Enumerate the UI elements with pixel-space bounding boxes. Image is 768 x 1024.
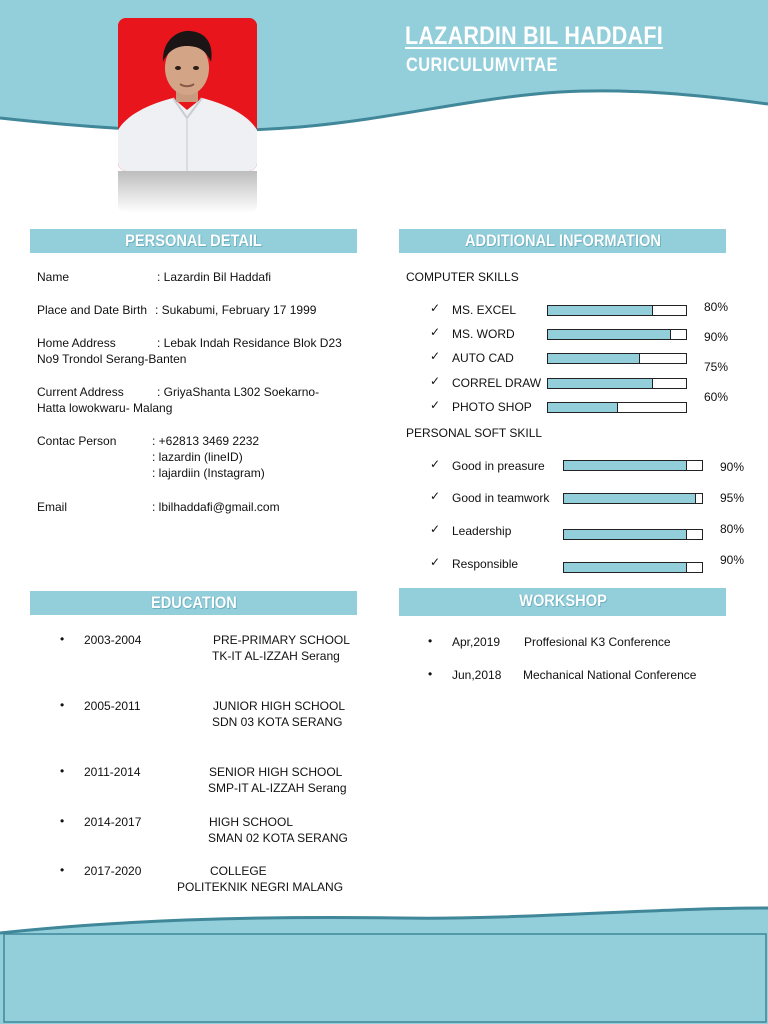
resume-subtitle: CURICULUMVITAE xyxy=(406,55,558,76)
contact-phone: : +62813 3469 2232 xyxy=(152,434,260,448)
computer-skill-bar xyxy=(547,353,687,364)
bullet-icon: • xyxy=(60,814,65,828)
person-avatar-icon xyxy=(118,18,257,171)
education-school: SMAN 02 KOTA SERANG xyxy=(208,831,348,845)
soft-skill-label: Good in teamwork xyxy=(452,491,550,505)
section-workshop: WORKSHOP xyxy=(399,588,726,616)
soft-skill-percent: 90% xyxy=(720,553,745,567)
workshop-name: Proffesional K3 Conference xyxy=(524,635,671,649)
check-icon: ✓ xyxy=(430,349,441,363)
soft-skill-bar-fill xyxy=(564,563,687,572)
computer-skill-label: AUTO CAD xyxy=(452,351,514,365)
soft-skill-bar-fill xyxy=(564,461,687,470)
education-school: SMP-IT AL-IZZAH Serang xyxy=(208,781,347,795)
section-education: EDUCATION xyxy=(30,591,357,615)
computer-skills-title: COMPUTER SKILLS xyxy=(406,270,519,284)
computer-skill-bar xyxy=(547,329,687,340)
soft-skills-title: PERSONAL SOFT SKILL xyxy=(406,426,543,440)
home-address-value: : Lebak Indah Residance Blok D23 xyxy=(157,336,342,350)
computer-skill-percent: 60% xyxy=(704,390,729,404)
name-label: Name xyxy=(37,270,70,284)
bullet-icon: • xyxy=(428,667,433,681)
bullet-icon: • xyxy=(60,632,65,646)
soft-skill-percent: 95% xyxy=(720,491,745,505)
computer-skill-bar-fill xyxy=(548,354,640,363)
name-value: : Lazardin Bil Haddafi xyxy=(157,270,272,284)
soft-skill-bar xyxy=(563,562,703,573)
contact-instagram: : lajardiin (Instagram) xyxy=(152,466,265,480)
soft-skill-label: Responsible xyxy=(452,557,519,571)
home-address-label: Home Address xyxy=(37,336,116,350)
education-years: 2003-2004 xyxy=(84,633,142,647)
education-years: 2017-2020 xyxy=(84,864,142,878)
birth-label: Place and Date Birth xyxy=(37,303,148,317)
computer-skill-bar-fill xyxy=(548,306,653,315)
education-level: SENIOR HIGH SCHOOL xyxy=(209,765,343,779)
check-icon: ✓ xyxy=(430,555,441,569)
current-address-value-line2: Hatta lowokwaru- Malang xyxy=(37,401,173,415)
computer-skill-bar xyxy=(547,378,687,389)
current-address-value: : GriyaShanta L302 Soekarno- xyxy=(157,385,320,399)
soft-skill-bar xyxy=(563,493,703,504)
soft-skill-label: Leadership xyxy=(452,524,512,538)
computer-skill-percent: 75% xyxy=(704,360,729,374)
education-level: COLLEGE xyxy=(210,864,267,878)
contact-label: Contac Person xyxy=(37,434,117,448)
check-icon: ✓ xyxy=(430,457,441,471)
computer-skill-label: CORREL DRAW xyxy=(452,376,542,390)
section-personal-detail: PERSONAL DETAIL xyxy=(30,229,357,253)
education-years: 2011-2014 xyxy=(84,765,141,779)
footer-wave xyxy=(0,900,768,1024)
computer-skill-label: MS. EXCEL xyxy=(452,303,517,317)
soft-skill-label: Good in preasure xyxy=(452,459,545,473)
check-icon: ✓ xyxy=(430,374,441,388)
bullet-icon: • xyxy=(60,863,65,877)
workshop-date: Apr,2019 xyxy=(452,635,501,649)
check-icon: ✓ xyxy=(430,398,441,412)
computer-skill-bar-fill xyxy=(548,379,653,388)
computer-skill-bar-fill xyxy=(548,403,618,412)
home-address-value-line2: No9 Trondol Serang-Banten xyxy=(37,352,187,366)
computer-skill-label: MS. WORD xyxy=(452,327,515,341)
computer-skill-bar xyxy=(547,305,687,316)
computer-skill-label: PHOTO SHOP xyxy=(452,400,532,414)
header-wave xyxy=(0,0,768,140)
education-school: TK-IT AL-IZZAH Serang xyxy=(212,649,340,663)
computer-skill-percent: 90% xyxy=(704,330,729,344)
profile-photo xyxy=(118,18,257,171)
bullet-icon: • xyxy=(428,634,433,648)
soft-skill-bar-fill xyxy=(564,494,696,503)
bullet-icon: • xyxy=(60,698,65,712)
education-school: POLITEKNIK NEGRI MALANG xyxy=(177,880,344,894)
computer-skill-percent: 80% xyxy=(704,300,729,314)
workshop-date: Jun,2018 xyxy=(452,668,502,682)
check-icon: ✓ xyxy=(430,325,441,339)
education-years: 2005-2011 xyxy=(84,699,141,713)
computer-skill-bar-fill xyxy=(548,330,671,339)
birth-value: : Sukabumi, February 17 1999 xyxy=(155,303,317,317)
photo-reflection xyxy=(118,171,257,213)
bullet-icon: • xyxy=(60,764,65,778)
contact-line-id: : lazardin (lineID) xyxy=(152,450,243,464)
education-level: PRE-PRIMARY SCHOOL xyxy=(213,633,350,647)
current-address-label: Current Address xyxy=(37,385,124,399)
soft-skill-percent: 90% xyxy=(720,460,745,474)
education-level: HIGH SCHOOL xyxy=(209,815,294,829)
soft-skill-percent: 80% xyxy=(720,522,745,536)
email-value: : lbilhaddafi@gmail.com xyxy=(152,500,280,514)
soft-skill-bar xyxy=(563,529,703,540)
soft-skill-bar xyxy=(563,460,703,471)
workshop-name: Mechanical National Conference xyxy=(523,668,697,682)
education-years: 2014-2017 xyxy=(84,815,142,829)
check-icon: ✓ xyxy=(430,301,441,315)
check-icon: ✓ xyxy=(430,522,441,536)
soft-skill-bar-fill xyxy=(564,530,687,539)
education-school: SDN 03 KOTA SERANG xyxy=(212,715,343,729)
computer-skill-bar xyxy=(547,402,687,413)
email-label: Email xyxy=(37,500,68,514)
check-icon: ✓ xyxy=(430,489,441,503)
section-additional-information: ADDITIONAL INFORMATION xyxy=(399,229,726,253)
resume-name: LAZARDIN BIL HADDAFI xyxy=(405,22,663,50)
education-level: JUNIOR HIGH SCHOOL xyxy=(213,699,346,713)
